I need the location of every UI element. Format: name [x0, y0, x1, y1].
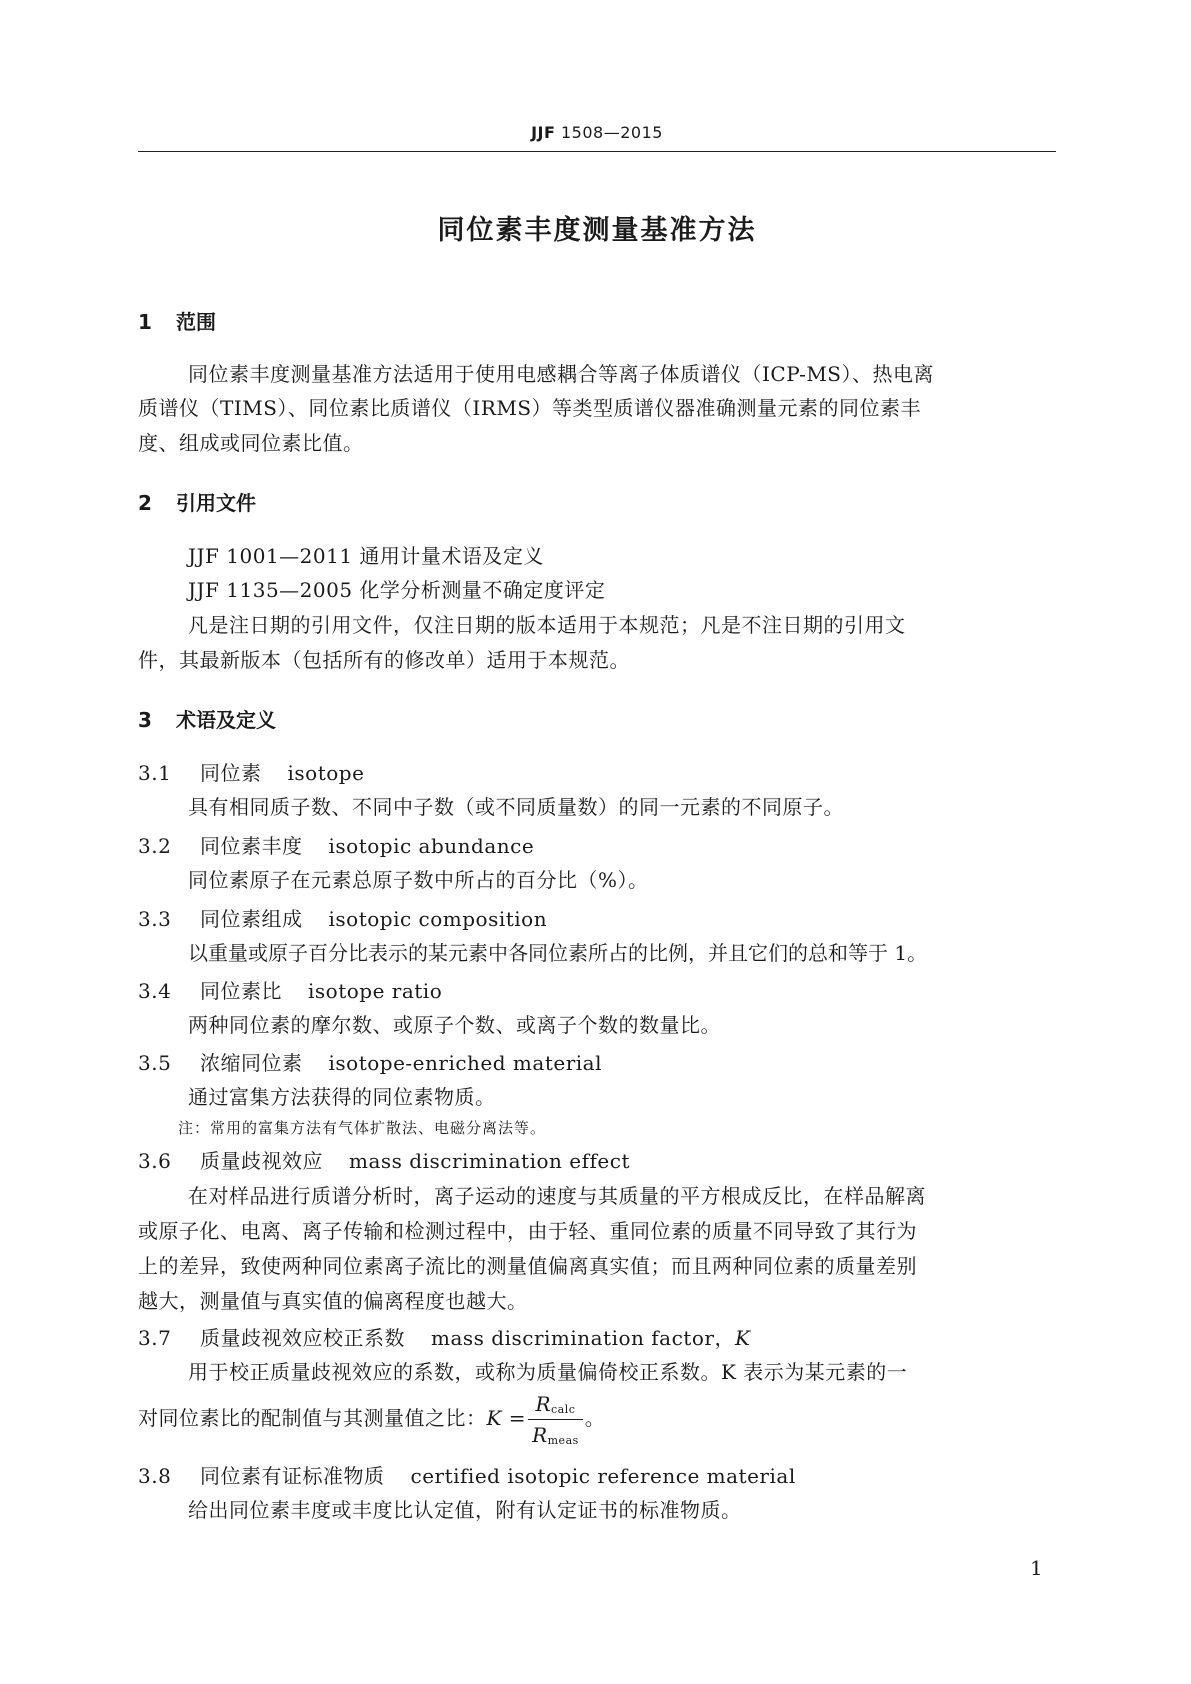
term-zh: 同位素组成 [200, 907, 303, 931]
term-number: 3.1 [138, 761, 172, 785]
paragraph-line: 用于校正质量歧视效应的系数，或称为质量偏倚校正系数。K 表示为某元素的一 [188, 1360, 908, 1384]
term-zh: 同位素 [200, 761, 262, 785]
term-en: mass discrimination factor， [431, 1326, 735, 1350]
term-zh: 质量歧视效应校正系数 [200, 1326, 405, 1350]
section-number: 2 [138, 491, 152, 515]
section-1-heading [138, 306, 216, 335]
term-zh: 同位素有证标准物质 [200, 1464, 385, 1488]
denominator-subscript: meas [547, 1434, 579, 1447]
fraction-denominator [528, 1420, 583, 1447]
term-en: isotopic abundance [328, 834, 535, 858]
term-number: 3.2 [138, 834, 172, 858]
section-title: 引用文件 [176, 491, 256, 515]
term-note: 注：常用的富集方法有气体扩散法、电磁分离法等。 [178, 1119, 547, 1137]
numerator-subscript: calc [551, 1403, 576, 1416]
term-number: 3.8 [138, 1464, 172, 1488]
section-2-heading [138, 487, 256, 516]
denominator-symbol: R [532, 1423, 548, 1447]
header-rule [138, 151, 1056, 152]
page-number: 1 [1030, 1556, 1043, 1580]
term-en: isotopic composition [328, 907, 548, 931]
paragraph-line: 质谱仪（TIMS）、同位素比质谱仪（IRMS）等类型质谱仪器准确测量元素的同位素丰 [138, 396, 922, 420]
header-number: 1508—2015 [561, 123, 663, 142]
paragraph-line: 凡是注日期的引用文件，仅注日期的版本适用于本规范；凡是不注日期的引用文 [188, 613, 906, 637]
term-3-6 [138, 1145, 630, 1174]
term-number: 3.3 [138, 907, 172, 931]
term-en: mass discrimination effect [349, 1149, 630, 1173]
term-number: 3.5 [138, 1051, 172, 1075]
section-number: 3 [138, 708, 152, 732]
term-zh: 同位素丰度 [200, 834, 303, 858]
term-3-1 [138, 757, 364, 786]
term-definition: 给出同位素丰度或丰度比认定值，附有认定证书的标准物质。 [188, 1498, 742, 1522]
formula-line [138, 1392, 605, 1447]
term-en: isotope-enriched material [328, 1051, 602, 1075]
term-en: certified isotopic reference material [410, 1464, 796, 1488]
term-3-7 [138, 1322, 750, 1351]
reference-item: JJF 1135—2005 化学分析测量不确定度评定 [188, 578, 606, 602]
term-number: 3.4 [138, 979, 172, 1003]
reference-item: JJF 1001—2011 通用计量术语及定义 [188, 544, 544, 568]
term-zh: 同位素比 [200, 979, 282, 1003]
term-definition: 两种同位素的摩尔数、或原子个数、或离子个数的数量比。 [188, 1013, 721, 1037]
term-zh: 浓缩同位素 [200, 1051, 303, 1075]
paragraph-line: 越大，测量值与真实值的偏离程度也越大。 [138, 1289, 528, 1313]
section-number: 1 [138, 310, 152, 334]
running-header [138, 123, 1056, 142]
term-3-4 [138, 975, 442, 1004]
term-definition: 具有相同质子数、不同中子数（或不同质量数）的同一元素的不同原子。 [188, 795, 844, 819]
term-zh: 质量歧视效应 [200, 1149, 323, 1173]
term-definition: 同位素原子在元素总原子数中所占的百分比（%）。 [188, 868, 649, 892]
paragraph-line: 度、组成或同位素比值。 [138, 431, 364, 455]
term-3-2 [138, 830, 534, 859]
term-number: 3.7 [138, 1326, 172, 1350]
term-3-5 [138, 1047, 602, 1076]
section-3-heading [138, 704, 276, 733]
paragraph-line: 或原子化、电离、离子传输和检测过程中，由于轻、重同位素的质量不同导致了其行为 [138, 1219, 917, 1243]
numerator-symbol: R [535, 1392, 551, 1416]
formula-intro: 对同位素比的配制值与其测量值之比： [138, 1406, 487, 1430]
term-3-3 [138, 903, 547, 932]
term-en: isotope [287, 761, 365, 785]
section-title: 范围 [176, 310, 216, 334]
formula-end: 。 [584, 1406, 606, 1430]
paragraph-line: 在对样品进行质谱分析时，离子运动的速度与其质量的平方根成反比，在样品解离 [188, 1184, 926, 1208]
term-definition: 通过富集方法获得的同位素物质。 [188, 1085, 496, 1109]
section-title: 术语及定义 [176, 708, 276, 732]
term-3-8 [138, 1460, 796, 1489]
header-code: JJF [531, 123, 556, 142]
term-symbol: K [734, 1326, 751, 1350]
term-definition: 以重量或原子百分比表示的某元素中各同位素所占的比例，并且它们的总和等于 1。 [188, 941, 928, 965]
paragraph-line: 上的差异，致使两种同位素离子流比的测量值偏离真实值；而且两种同位素的质量差别 [138, 1254, 917, 1278]
paragraph-line: 同位素丰度测量基准方法适用于使用电感耦合等离子体质谱仪（ICP-MS）、热电离 [188, 362, 935, 386]
fraction-numerator [528, 1392, 583, 1420]
paragraph-line: 件，其最新版本（包括所有的修改单）适用于本规范。 [138, 648, 630, 672]
document-title: 同位素丰度测量基准方法 [437, 215, 757, 246]
term-number: 3.6 [138, 1149, 172, 1173]
term-en: isotope ratio [308, 979, 443, 1003]
fraction [528, 1392, 583, 1447]
formula-lhs: K = [486, 1406, 527, 1430]
